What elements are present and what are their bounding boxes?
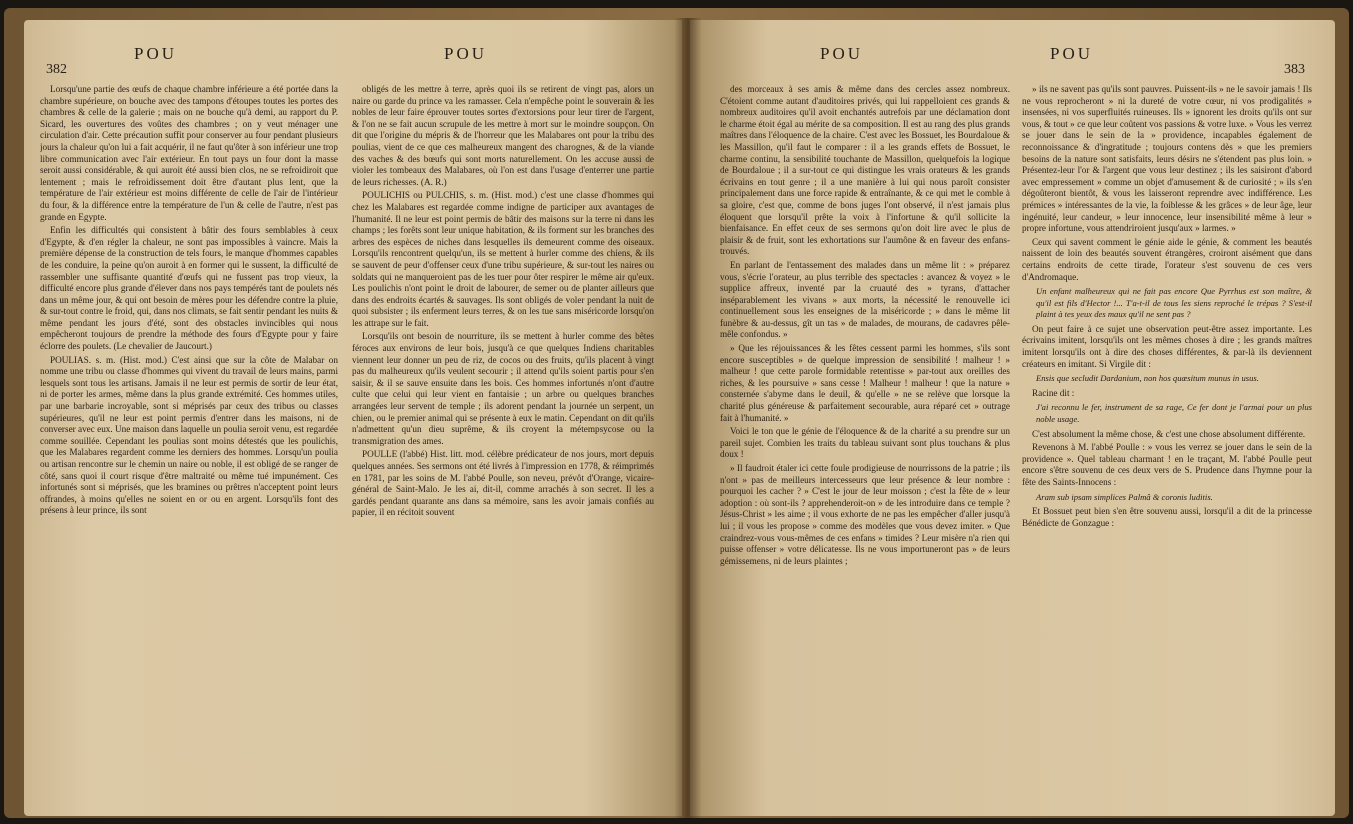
paragraph: » Que les réjouissances & les fêtes cessent parmi les hommes, s'ils sont encore susceptibles » de quelque impression de sensibilité ! malheur ! » malheur ! que cette parole formidable retentisse » par-tout aux oreilles des riches, & les poursuive » sans cesse ! Malheur ! malheur ! que la nature » consternée s'abyme dans le deuil, & qu'elle » ne se relève que lorsque la charité plus généreuse & parfaitement secourable, aura réparé cet » outrage fait à l'humanité. »	[720, 343, 1010, 423]
paragraph: obligés de les mettre à terre, après quoi ils se retirent de vingt pas, alors un naire ou garde du prince va les ramasser. Cela n'empêche point le souverain & les nobles de leur faire éprouver toutes sortes d'extorsions pour leur tirer de l'argent, & l'on ne se fait aucun scrupule de les mettre à mort sur le moindre soupçon. On dit que l'origine du mépris & de l'horreur que les Malabares ont pour la tribu des poulias, vient de ce que ces malheureux mangent des charognes, & de la viande des vaches & des bœufs qui sont morts naturellement. On les accuse aussi de violer les tombeaux des Malabares, où l'on est dans l'usage d'enterrer une partie de leurs richesses. (A. R.)	[352, 84, 654, 187]
paragraph: En parlant de l'entassement des malades dans un même lit : » préparez vous, s'écrie l'orateur, au plus terrible des spectacles : avancez & voyez » le supplice affreux, inventé par la cruauté des » tyrans, d'attacher inséparablement les vivans » aux morts, la nécessité le renouvelle ici continuellement sous les enseignes de la miséricorde ; » dans le même lit funèbre & au-dessus, gît un tas » de malades, de mourans, de cadavres pêle-mêle confondus. »	[720, 259, 1010, 340]
paragraph: » ils ne savent pas qu'ils sont pauvres. Puissent-ils » ne le savoir jamais ! Ils ne vous reprocheront » ni la dureté de votre cœur, ni vos prodigalités » insensées, ni vos superfluités ruineuses. Ils » ignorent les droits qu'ils ont sur vous, & tout » ce que leur coûtent vos passions & votre luxe. » Vous les verrez se jouer dans le sein de la » providence, incapables également de reconnoissance & d'ingratitude ; toujours contens dès » que les premiers besoins de la nature sont satisfaits, leurs désirs ne s'étendent pas plus loin. » Présentez-leur l'or & l'argent que vous leur destinez ; ils les saisiront d'abord avec empressement » comme un objet d'amusement & de curiosité ; » ils s'en dégoûteront bientôt, & vous les laisseront reprendre avec indifférence. Les prémices » intéressantes de la vie, la foiblesse & les grâces » de leur âge, leur ingénuité, leur candeur, » leur innocence, leur insensibilité même à leur » propre infortune, vous attendriroient jusqu'aux » larmes. »	[1022, 84, 1312, 234]
paragraph: Revenons à M. l'abbé Poulle : » vous les verrez se jouer dans le sein de la providence ». Quel tableau charmant ! en le traçant, M. l'abbé Poulle peut encore s'être souvenu de ces deux vers de S. Prudence dans l'hymne pour la fête des Saints-Innocens :	[1022, 442, 1312, 487]
page-number: 382	[46, 62, 67, 77]
paragraph: Enfin les difficultés qui consistent à bâtir des fours semblables à ceux d'Egypte, & d'en régler la chaleur, ne sont pas impossibles à vaincre. Mais la première dépense de la construction de tels fours, le manque d'hommes capables de les conduire, la peine qu'on auroit à en former qui le sussent, la difficulté de rassembler une suffisante quantité d'œufs qui ne fussent pas trop vieux, la difficulté encore plus grande d'élever dans nos pays tempérés tant de poulets nés dans un même jour, & qui ont besoin de mères pour les défendre contre la pluie, & sur-tout contre le froid, qui, dans nos climats, se fait sentir pendant les nuits & même pendant les jours d'été, sont des obstacles invincibles qui nous empêcheront toujours de prendre la méthode des fours d'Egypte pour y faire éclorre des poulets. (Le chevalier de Jaucourt.)	[40, 225, 338, 352]
paragraph: POULLE (l'abbé) Hist. litt. mod. célèbre prédicateur de nos jours, mort depuis quelques années. Ses sermons ont été livrés à l'impression en 1778, & réimprimés en 1781, par les soins de M. l'abbé Poulle, son neveu, prévôt d'Orange, vicaire-général de Saint-Malo. Je les ai, dit-il, comme arrachés à son secret. Il les a gardés pendant quarante ans dans sa mémoire, sans les avoir jamais confiés au papier, il en récitoit souvent	[352, 449, 654, 518]
running-header: POU	[820, 44, 864, 63]
paragraph: On peut faire à ce sujet une observation peut-être assez importante. Les écrivains imitent, lorsqu'ils ont les mêmes choses à dire ; les grands maîtres imitent lorsqu'ils ont à dire des choses différentes, & par-là ils deviennent créateurs en imitant. Si Virgile dit :	[1022, 323, 1312, 369]
running-header: POU	[134, 44, 178, 63]
open-book	[4, 8, 1349, 818]
left-page	[24, 20, 682, 816]
paragraph: Et Bossuet peut bien s'en être souvenu aussi, lorsqu'il a dit de la princesse Bénédicte de Gonzague :	[1022, 506, 1312, 528]
paragraph: Ceux qui savent comment le génie aide le génie, & comment les beautés naissent de loin des beautés souvent étrangères, croiront aisément que dans certains endroits de cette tirade, l'orateur s'est souvenu de ces vers d'Andromaque.	[1022, 236, 1312, 282]
paragraph: Lorsqu'une partie des œufs de chaque chambre inférieure a été portée dans la chambre supérieure, on bouche avec des tampons d'étoupes toutes les portes des chambres & celle de la galerie ; mais on ne bouche qu'à demi, au rapport du P. Sicard, les ouvertures des voûtes des chambres ; on y veut ménager une circulation d'air. Cette précaution suffit pour conserver au four pendant plusieurs jours la chaleur qu'on lui a fait acquérir, il ne faut qu'ôter à son inférieur une trop libre communication avec l'air extérieur. En tout pays un four dont la masse seroit aussi considérable, & qui auroit été aussi bien clos, ne se refroidiroit que lentement ; mais le refroidissement doit être d'autant plus lent, que la température de l'air extérieur est moins différente de celle de l'air de l'intérieur du four, & la différence entre la température de l'un & celle de l'autre, n'est pas grande en Egypte.	[40, 84, 338, 222]
running-header: POU	[444, 44, 488, 63]
book-gutter	[674, 18, 702, 818]
paragraph: POULICHIS ou PULCHIS, s. m. (Hist. mod.) c'est une classe d'hommes qui chez les Malabares est regardée comme indigne de participer aux avantages de l'humanité. Il ne leur est point permis de bâtir des maisons sur la terre ni dans les champs ; les forêts sont leur unique habitation, & ils forment sur les branches des arbres des espèces de niches dans lesquelles ils demeurent comme des oiseaux. Lorsqu'ils rencontrent quelqu'un, ils se mettent à hurler comme des chiens, & ils se sauvent de peur d'offenser ceux d'une tribu supérieure, & sur-tout les naires ou soldats qui ne manqueroient pas de les tuer pour ôter respirer le même air qu'eux. Les poulichis n'ont point le droit de labourer, de semer ou de planter ailleurs que dans des endroits écartés & sauvages. Ils sont obligés de voler pendant la nuit de quoi subsister ; ils enferment leurs terres, & on les tue sans miséricorde lorsqu'on les attrape sur le fait.	[352, 190, 654, 328]
paragraph: des morceaux à ses amis & même dans des cercles assez nombreux. C'étoient comme autant d'auditoires privés, qui lui rappelloient ces grands & nombreux auditoires qu'il avoit enchantés autrefois par une déclamation dont le charme étoit égal au mérite de sa composition. Il est au rang des plus grands maîtres dans l'éloquence de la chaire. C'est avec les Bossuet, les Bourdaloue & les Massillon, qu'il faut le comparer : il a les grands effets de Bossuet, le charme continu, la sensibilité touchante de Massillon, quelquefois la logique de Bourdaloue ; il a sur-tout ce qui distingue les vrais orateurs & les grands écrivains en tout genre ; il a une manière à lui qui nous paroît consister principalement dans une force rapide & entraînante, & ce qui met le comble à sa gloire, c'est que, comme de bons juges l'ont observé, il n'est jamais plus éloquent que lorsqu'il prête la voix à l'infortune & qu'il sollicite la bienfaisance. En effet ceux de ses sermons qu'on doit lire avec le plus de plaisir & de fruit, sont les exhortations sur l'aumône & en faveur des enfans-trouvés.	[720, 84, 1010, 257]
running-header: POU	[1050, 44, 1094, 63]
paragraph: C'est absolument la même chose, & c'est une chose absolument différente.	[1032, 428, 1306, 439]
paragraph: Voici le ton que le génie de l'éloquence & de la charité a su prendre sur un pareil sujet. Combien les traits du tableau suivant sont plus touchans & plus doux !	[720, 426, 1010, 460]
verse-quote: Aram sub ipsam simplices Palmâ & coronis luditis.	[1036, 491, 1213, 502]
paragraph: POULIAS. s. m. (Hist. mod.) C'est ainsi que sur la côte de Malabar on nomme une tribu ou classe d'hommes qui vivent du travail de leurs mains, parmi lesquels sont tous les artisans. Jamais il ne leur est permis de sortir de leur état, ni de porter les armes, même dans la plus grande extrémité. Ces hommes utiles, par une barbarie incroyable, sont si méprisés par ceux des tribus ou classes supérieures, qu'il ne leur est point permis d'entrer dans les maisons, ni de converser avec eux. Une maison dans laquelle un poulia seroit venu, est regardée comme souillée. Cependant les poulias sont moins détestés que les poulichis, que les Malabares regardent comme les derniers des hommes. Lorsqu'un poulia ou artisan rencontre sur le chemin un naire ou noble, il est obligé de se ranger de côté, sans quoi il court risque d'être maltraité ou même tué impunément. Ces infortunés sont si méprisés, que les bramines ou prêtres n'acceptent point leurs offrandes, à moins qu'elles ne soient en or ou en argent. Lorsqu'ils font des présens à leur prince, ils sont	[40, 354, 338, 516]
verse-quote: J'ai reconnu le fer, instrument de sa rage, Ce fer dont je l'armai pour un plus noble usage.	[1036, 402, 1312, 425]
right-page	[690, 20, 1335, 816]
verse-quote: Ensis que secludit Dardanium, non hos quœsitum munus in usus.	[1036, 373, 1259, 384]
text-column-2	[1022, 84, 1312, 804]
paragraph: Racine dit :	[1032, 387, 1075, 398]
paragraph: » Il faudroit étaler ici cette foule prodigieuse de nourrissons de la patrie ; ils n'ont » pas de meilleurs intercesseurs que leur présence & leur nombre : pourquoi les cacher ? » C'est le jour de leur moisson ; c'est la fête de » leur adoption : où sont-ils ? apprehenderoit-on » de les introduire dans ce temple ? Jésus-Christ » les aime ; il vous exhorte de ne pas les empêcher d'aller jusqu'à lui ; il vous les propose » comme des modèles que vous devez imiter. » Que craindrez-vous vous-mêmes de ces enfans » timides ? Leur misère n'a rien qui puisse offenser » votre délicatesse. Ils ne vous importuneront pas » de leurs gémissemens, ni de leurs plaintes ;	[720, 463, 1010, 566]
page-number: 383	[1284, 62, 1305, 77]
text-column-1	[40, 84, 338, 804]
text-column-1	[720, 84, 1010, 804]
paragraph: Lorsqu'ils ont besoin de nourriture, ils se mettent à hurler comme des bêtes féroces aux environs de leur bois, jusqu'à ce que quelques Indiens charitables viennent leur donner un peu de riz, de cocos ou des fruits, qu'ils placent à vingt pas du malheureux qu'ils veulent secourir ; il attend qu'ils soient partis pour s'en saisir, & il se sauve ensuite dans les bois. Ces hommes infortunés n'ont d'autre culte que celui qui leur vient en fantaisie ; un arbre ou quelques branches arrangées leur servent de temple ; ils adorent pendant la journée un serpent, un chien, ou le premier animal qui se présente à eux le matin. Cependant on dit qu'ils n'admettent qu'un dieu suprême, & ils croyent la métempsycose ou la transmigration des ames.	[352, 331, 654, 446]
text-column-2	[352, 84, 654, 804]
verse-quote: Un enfant malheureux qui ne fait pas encore Que Pyrrhus est son maître, & qu'il est fils d'Hector !... T'a-t-il de tous les siens reproché le trépas ? S'est-il plaint à tes yeux des maux qu'il ne sent pas ?	[1036, 286, 1312, 320]
